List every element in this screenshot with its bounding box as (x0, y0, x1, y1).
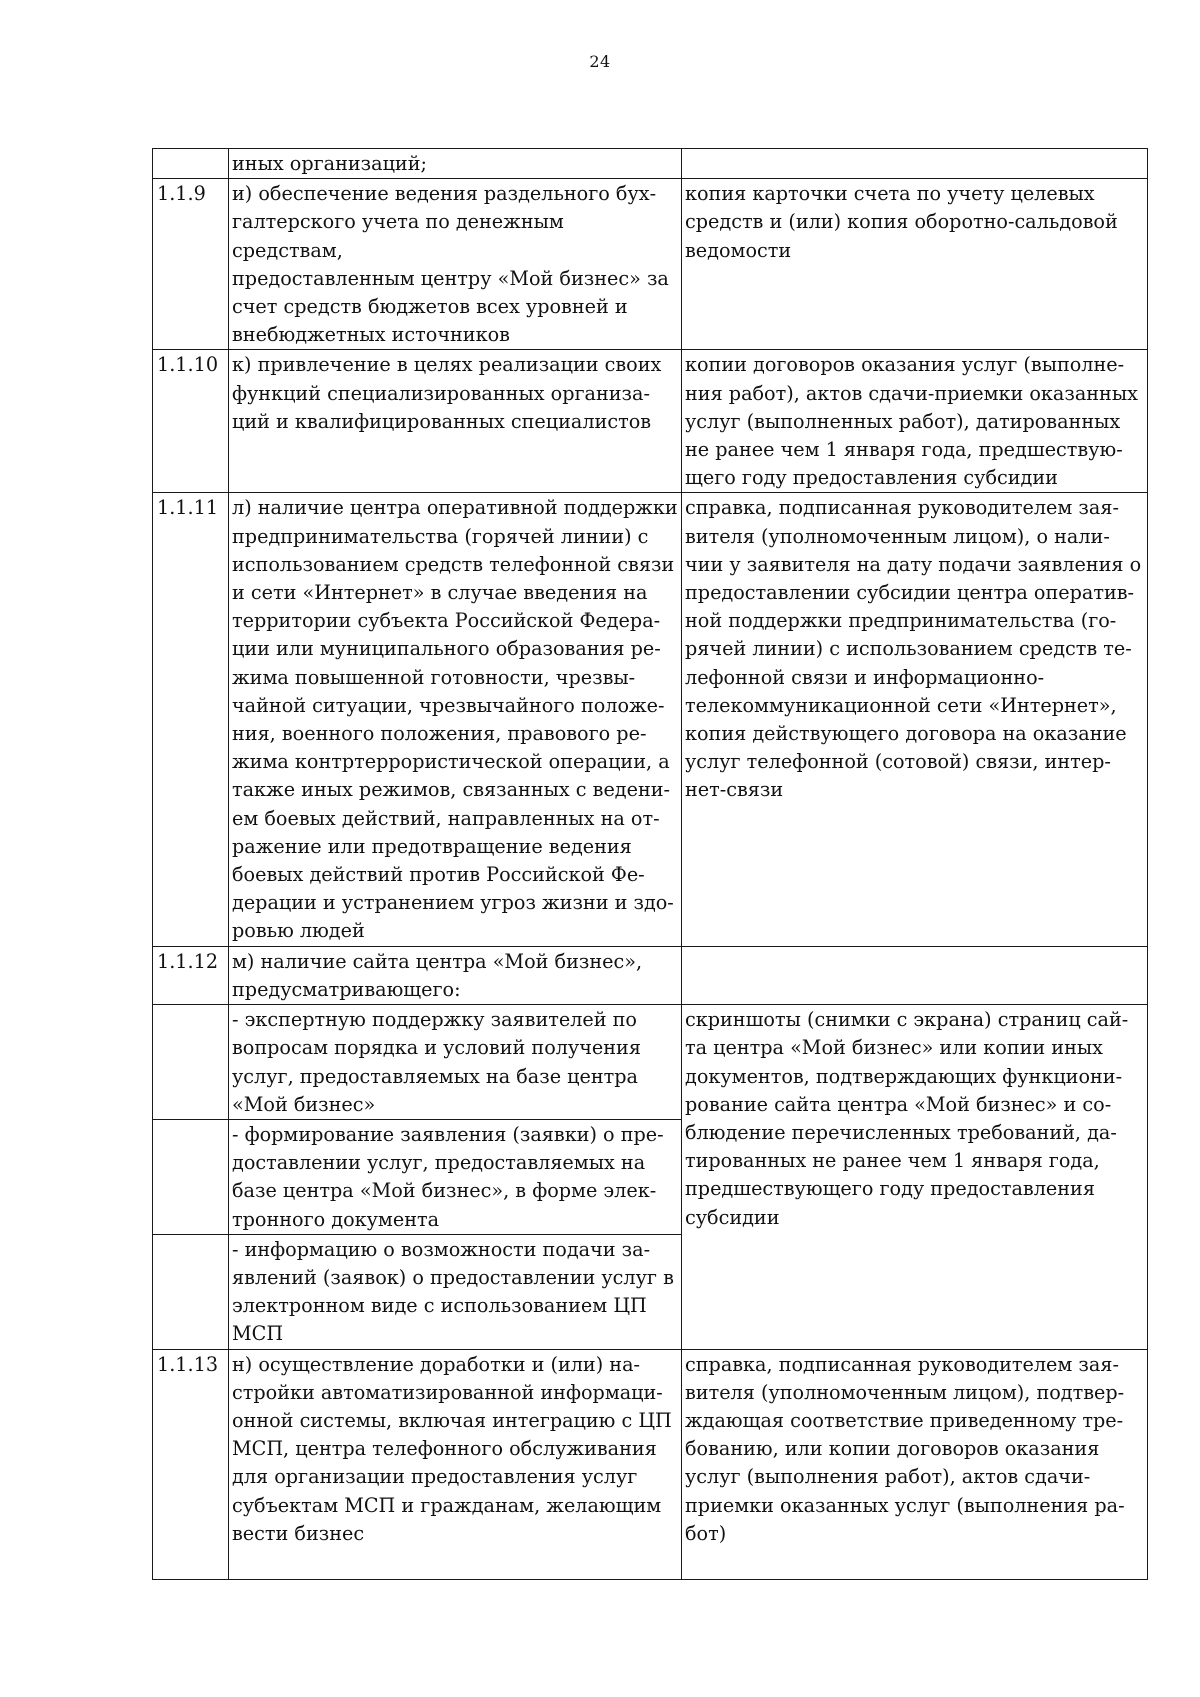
row-number: 1.1.12 (153, 946, 229, 1004)
site-subrequirement-cell: - экспертную поддержку заявителей по вопросам порядка и условий получения услуг, предоставляемых на базе центра «Мой бизнес» (229, 1005, 682, 1120)
requirement-cell: иных организаций; (229, 149, 682, 179)
row-number (153, 1234, 229, 1349)
page-number: 24 (589, 52, 611, 71)
table-row (153, 350, 1148, 493)
row-number (153, 149, 229, 179)
evidence-cell (682, 149, 1148, 179)
table-row (153, 179, 1148, 350)
site-subrequirement-cell: - формирование заявления (заявки) о пре- доставлении услуг, предоставляемых на базе центра «Мой бизнес», в форме элек- тронного документа (229, 1119, 682, 1234)
evidence-cell (682, 946, 1148, 1004)
row-number: 1.1.13 (153, 1349, 229, 1579)
table-row (153, 946, 1148, 1004)
requirement-cell: н) осуществление доработки и (или) на- стройки автоматизированной информаци- онной системы, включая интеграцию с ЦП МСП, центра телефонного обслуживания для организации предоставления услуг субъектам МСП и гражданам, желающим вести бизнес (229, 1349, 682, 1579)
site-evidence-cell: скриншоты (снимки с экрана) страниц сай- та центра «Мой бизнес» или копии иных документов, подтверждающих функциони- рование сайта центра «Мой бизнес» и со- блюдение перечисленных требований, да- тированных не ранее чем 1 января года, предшествующего году предоставления субсидии (682, 1005, 1148, 1349)
requirement-cell: л) наличие центра оперативной поддержки предпринимательства (горячей линии) с использованием средств телефонной связи и сети «Интернет» в случае введения на территории субъекта Российской Федера- ции или муниципального образования ре- жима повышенной готовности, чрезвы- чайной ситуации, чрезвычайного положе- ния, военного положения, правового ре- жима контртеррористической операции, а также иных режимов, связанных с ведени- ем боевых действий, направленных на от- ражение или предотвращение ведения боевых действий против Российской Фе- дерации и устранением угроз жизни и здо- ровью людей (229, 493, 682, 946)
requirements-table (152, 148, 1148, 1580)
row-number: 1.1.11 (153, 493, 229, 946)
row-number: 1.1.10 (153, 350, 229, 493)
row-number (153, 1005, 229, 1120)
requirement-cell: к) привлечение в целях реализации своих функций специализированных организа- ций и квалифицированных специалистов (229, 350, 682, 493)
row-number: 1.1.9 (153, 179, 229, 350)
table-row (153, 149, 1148, 179)
requirement-cell: м) наличие сайта центра «Мой бизнес», предусматривающего: (229, 946, 682, 1004)
evidence-cell: копии договоров оказания услуг (выполне- ния работ), актов сдачи-приемки оказанных услуг (выполненных работ), датированных не ранее чем 1 января года, предшествую- щего году предоставления субсидии (682, 350, 1148, 493)
table-row (153, 493, 1148, 946)
site-subrequirement-cell: - информацию о возможности подачи за- явлений (заявок) о предоставлении услуг в электронном виде с использованием ЦП МСП (229, 1234, 682, 1349)
table-row (153, 1349, 1148, 1579)
row-number (153, 1119, 229, 1234)
requirement-cell: и) обеспечение ведения раздельного бух- галтерского учета по денежным средствам, предоставленным центру «Мой бизнес» за счет средств бюджетов всех уровней и внебюджетных источников (229, 179, 682, 350)
evidence-cell: справка, подписанная руководителем зая- вителя (уполномоченным лицом), подтвер- ждающая соответствие приведенному тре- бованию, или копии договоров оказания услуг (выполнения работ), актов сдачи- приемки оказанных услуг (выполнения ра- бот) (682, 1349, 1148, 1579)
evidence-cell: справка, подписанная руководителем зая- вителя (уполномоченным лицом), о нали- чии у заявителя на дату подачи заявления о предоставлении субсидии центра оператив- ной поддержки предпринимательства (го- рячей линии) с использованием средств те- лефонной связи и информационно- телекоммуникационной сети «Интернет», копия действующего договора на оказание услуг телефонной (сотовой) связи, интер- нет-связи (682, 493, 1148, 946)
table-row (153, 1005, 1148, 1120)
evidence-cell: копия карточки счета по учету целевых средств и (или) копия оборотно-сальдовой ведомости (682, 179, 1148, 350)
